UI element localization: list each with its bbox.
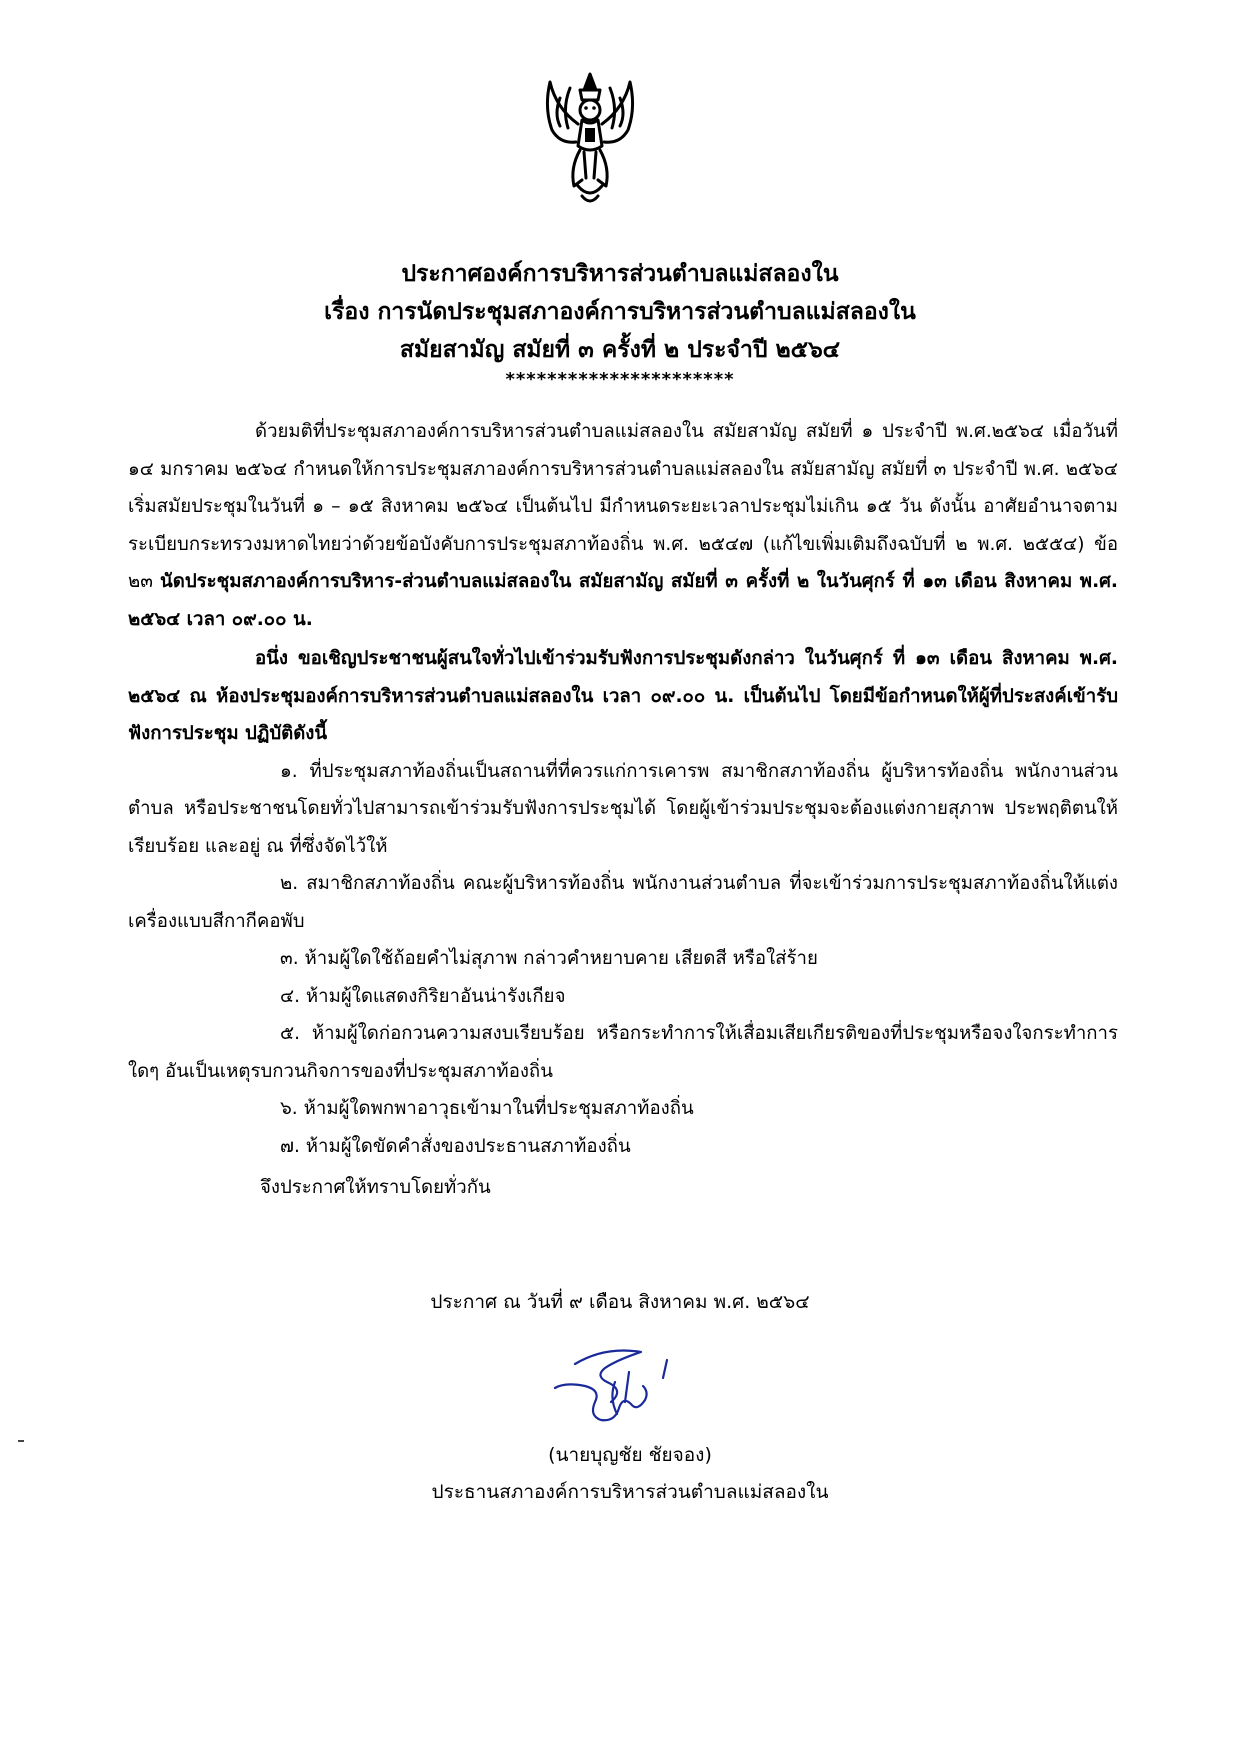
title-line-1: ประกาศองค์การบริหารส่วนตำบลแม่สลองใน	[401, 261, 839, 287]
rule-item-7: ๗. ห้ามผู้ใดขัดคำสั่งของประธานสภาท้องถิ่น	[280, 1135, 631, 1157]
scan-mark	[18, 1440, 24, 1442]
rule-item-2: ๒. สมาชิกสภาท้องถิ่น คณะผู้บริหารท้องถิ่น พนักงานส่วนตำบล ที่จะเข้าร่วมการประชุมสภาท้องถิ่นให้แต่งเครื่องแบบสีกากีคอพับ	[128, 873, 1118, 932]
paragraph-invitation: อนึ่ง ขอเชิญประชาชนผู้สนใจทั่วไปเข้าร่วมรับฟังการประชุมดังกล่าว ในวันศุกร์ ที่ ๑๓ เดือน สิงหาคม พ.ศ. ๒๕๖๔ ณ ห้องประชุมองค์การบริหารส่วนตำบลแม่สลองใน เวลา ๐๙.๐๐ น. เป็นต้นไป โดยมีข้อกำหนดให้ผู้ที่ประสงค์เข้ารับฟังการประชุม ปฏิบัติดังนี้	[128, 648, 1118, 744]
paragraph-resolution-meeting-call: นัดประชุมสภาองค์การบริหาร-ส่วนตำบลแม่สลองใน สมัยสามัญ สมัยที่ ๓ ครั้งที่ ๒ ในวันศุกร์ ที่ ๑๓ เดือน สิงหาคม พ.ศ. ๒๕๖๔ เวลา ๐๙.๐๐ น.	[128, 571, 1118, 630]
announcement-title	[130, 255, 1110, 391]
title-separator: **********************	[505, 369, 735, 390]
closing-statement: จึงประกาศให้ทราบโดยทั่วกัน	[260, 1177, 491, 1198]
title-line-3: สมัยสามัญ สมัยที่ ๓ ครั้งที่ ๒ ประจำปี ๒๕๖๔	[399, 337, 841, 363]
announcement-date: ประกาศ ณ วันที่ ๙ เดือน สิงหาคม พ.ศ. ๒๕๖๔	[430, 1291, 810, 1313]
rule-item-4: ๔. ห้ามผู้ใดแสดงกิริยาอันน่ารังเกียจ	[280, 985, 566, 1007]
rule-item-1: ๑. ที่ประชุมสภาท้องถิ่นเป็นสถานที่ที่ควรแก่การเคารพ สมาชิกสภาท้องถิ่น ผู้บริหารท้องถิ่น พนักงานส่วนตำบล หรือประชาชนโดยทั่วไปสามารถเข้าร่วมรับฟังการประชุมได้ โดยผู้เข้าร่วมประชุมจะต้องแต่งกายสุภาพ ประพฤติตนให้เรียบร้อย และอยู่ ณ ที่ซึ่งจัดไว้ให้	[128, 760, 1118, 857]
paragraph-resolution-text: ด้วยมติที่ประชุมสภาองค์การบริหารส่วนตำบลแม่สลองใน สมัยสามัญ สมัยที่ ๑ ประจำปี พ.ศ.๒๕๖๔ เมื่อวันที่ ๑๔ มกราคม ๒๕๖๔ กำหนดให้การประชุมสภาองค์การบริหารส่วนตำบลแม่สลองใน สมัยสามัญ สมัยที่ ๓ ประจำปี พ.ศ. ๒๕๖๔ เริ่มสมัยประชุมในวันที่ ๑ – ๑๕ สิงหาคม ๒๕๖๔ เป็นต้นไป มีกำหนดระยะเวลาประชุมไม่เกิน ๑๕ วัน ดังนั้น อาศัยอำนาจตามระเบียบกระทรวงมหาดไทยว่าด้วยข้อบังคับการประชุมสภาท้องถิ่น พ.ศ. ๒๕๔๗ (แก้ไขเพิ่มเติมถึงฉบับที่ ๒ พ.ศ. ๒๕๕๔) ข้อ ๒๓	[128, 421, 1118, 592]
garuda-emblem-icon	[530, 68, 650, 208]
rule-item-6: ๖. ห้ามผู้ใดพกพาอาวุธเข้ามาในที่ประชุมสภาท้องถิ่น	[280, 1098, 694, 1119]
signer-name: (นายบุญชัย ชัยจอง)	[548, 1444, 712, 1466]
rule-item-5: ๕. ห้ามผู้ใดก่อกวนความสงบเรียบร้อย หรือกระทำการให้เสื่อมเสียเกียรติของที่ประชุมหรือจงใจกระทำการใดๆ อันเป็นเหตุรบกวนกิจการของที่ประชุมสภาท้องถิ่น	[128, 1023, 1118, 1082]
rule-item-3: ๓. ห้ามผู้ใดใช้ถ้อยคำไม่สุภาพ กล่าวคำหยาบคาย เสียดสี หรือใส่ร้าย	[280, 948, 818, 969]
signature-image	[545, 1342, 695, 1437]
signer-title: ประธานสภาองค์การบริหารส่วนตำบลแม่สลองใน	[431, 1481, 829, 1503]
announcement-body	[128, 413, 1118, 1207]
paragraph-resolution	[128, 413, 1118, 638]
title-line-2: เรื่อง การนัดประชุมสภาองค์การบริหารส่วนตำบลแม่สลองใน	[324, 299, 916, 325]
